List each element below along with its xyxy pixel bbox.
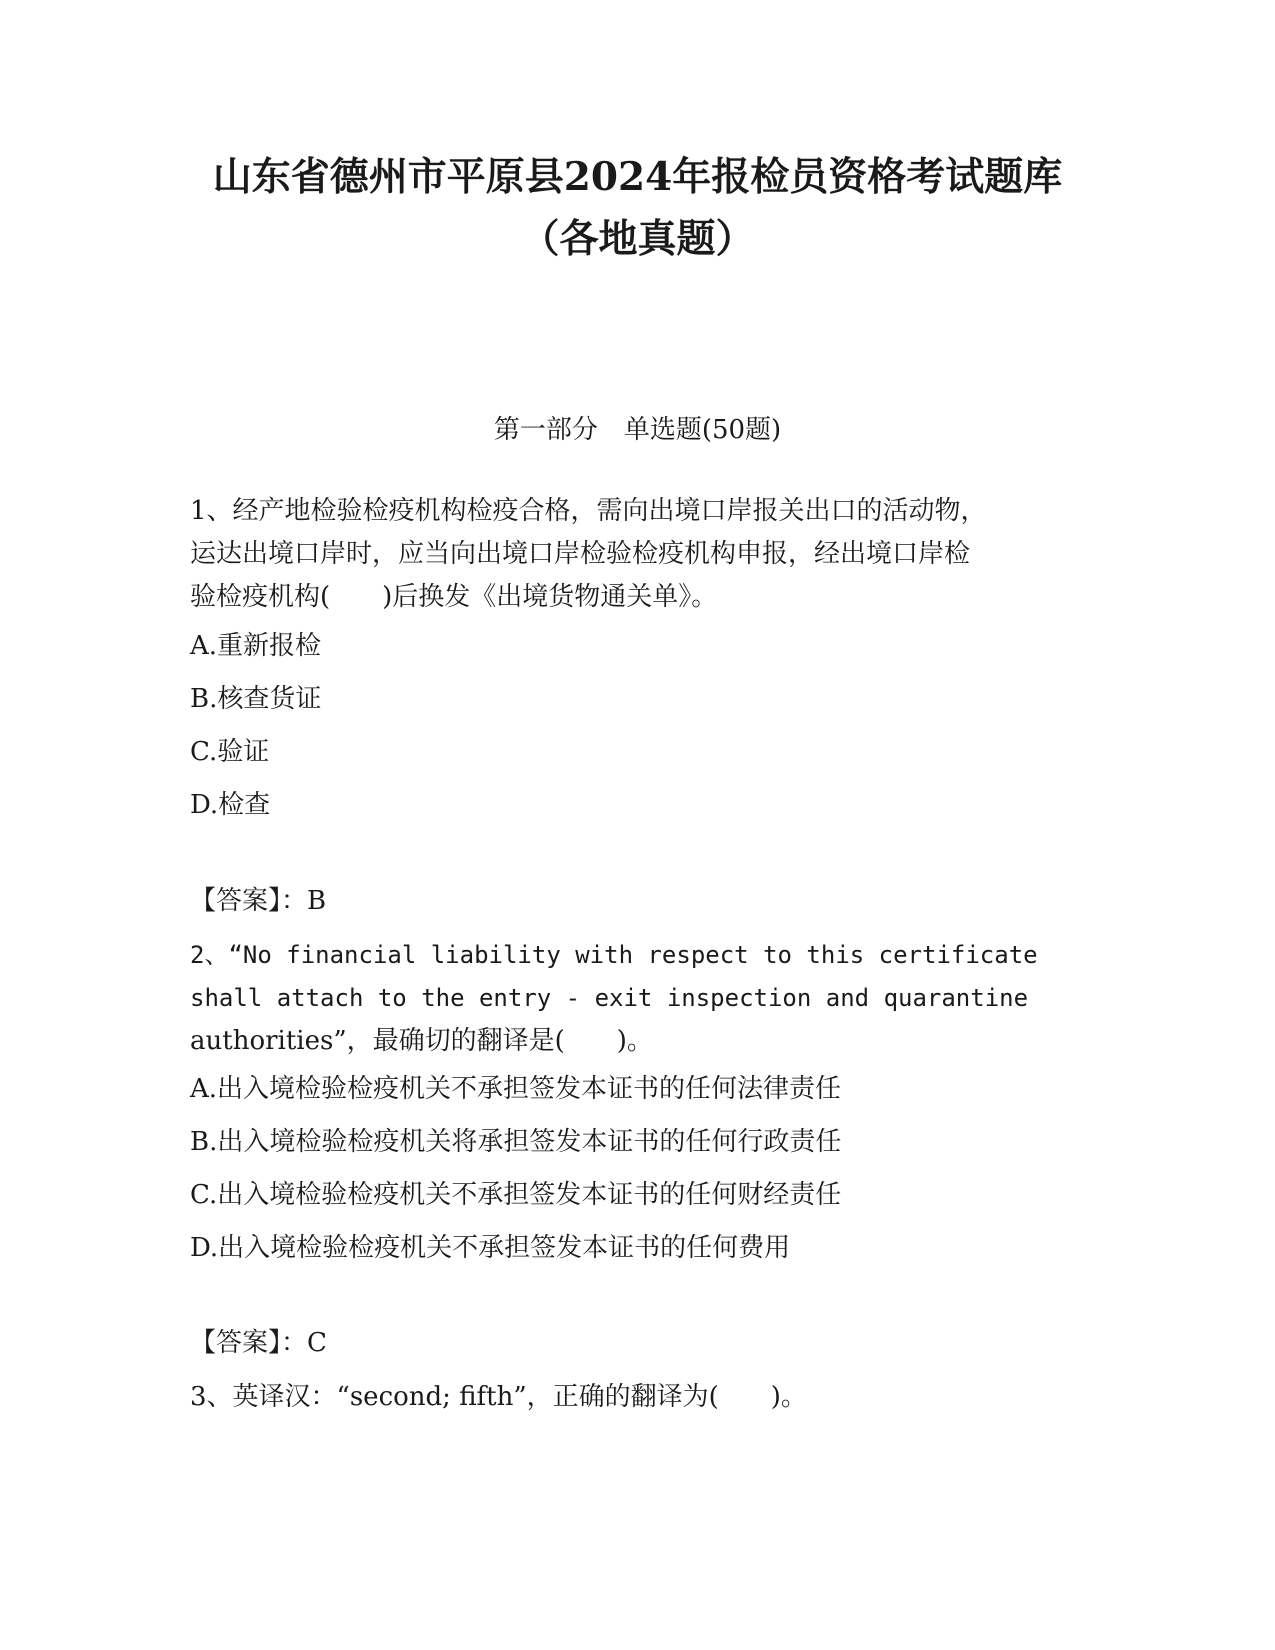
question-stem-line: 验检疫机构( )后换发《出境货物通关单》。: [190, 582, 718, 612]
question-2-option-b: B.出入境检验检疫机关将承担签发本证书的任何行政责任: [190, 1127, 842, 1157]
question-stem-line: 2、“No financial liability with respect to this certificate: [190, 941, 1038, 969]
title-line-2: （各地真题）: [520, 216, 755, 262]
question-stem-line: 3、英译汉：“second; fifth”，正确的翻译为( )。: [190, 1382, 807, 1412]
question-2-option-d: D.出入境检验检疫机关不承担签发本证书的任何费用: [190, 1233, 791, 1263]
question-2-option-a: A.出入境检验检疫机关不承担签发本证书的任何法律责任: [190, 1074, 842, 1104]
question-stem-line: 1、经产地检验检疫机构检疫合格，需向出境口岸报关出口的活动物，: [190, 496, 987, 526]
section-heading: 第一部分 单选题(50题): [493, 415, 782, 445]
question-2-stem: [190, 934, 1070, 1063]
question-1-option-d: D.检查: [190, 790, 271, 820]
question-1-option-b: B.核查货证: [190, 684, 322, 714]
document-title: [140, 146, 1135, 270]
question-2-option-c: C.出入境检验检疫机关不承担签发本证书的任何财经责任: [190, 1180, 842, 1210]
question-stem-line: authorities”，最确切的翻译是( )。: [190, 1026, 653, 1056]
question-stem-line: 运达出境口岸时，应当向出境口岸检验检疫机构申报，经出境口岸检: [190, 539, 971, 569]
question-1-stem: [190, 490, 1070, 619]
question-1-answer: 【答案】：B: [190, 886, 327, 916]
question-3-stem: [190, 1376, 1070, 1419]
question-2-answer: 【答案】：C: [190, 1328, 327, 1358]
title-line-1: 山东省德州市平原县2024年报检员资格考试题库: [212, 154, 1063, 200]
question-1-option-c: C.验证: [190, 737, 270, 767]
question-stem-line: shall attach to the entry - exit inspection and quarantine: [190, 984, 1029, 1012]
question-1-option-a: A.重新报检: [190, 631, 322, 661]
